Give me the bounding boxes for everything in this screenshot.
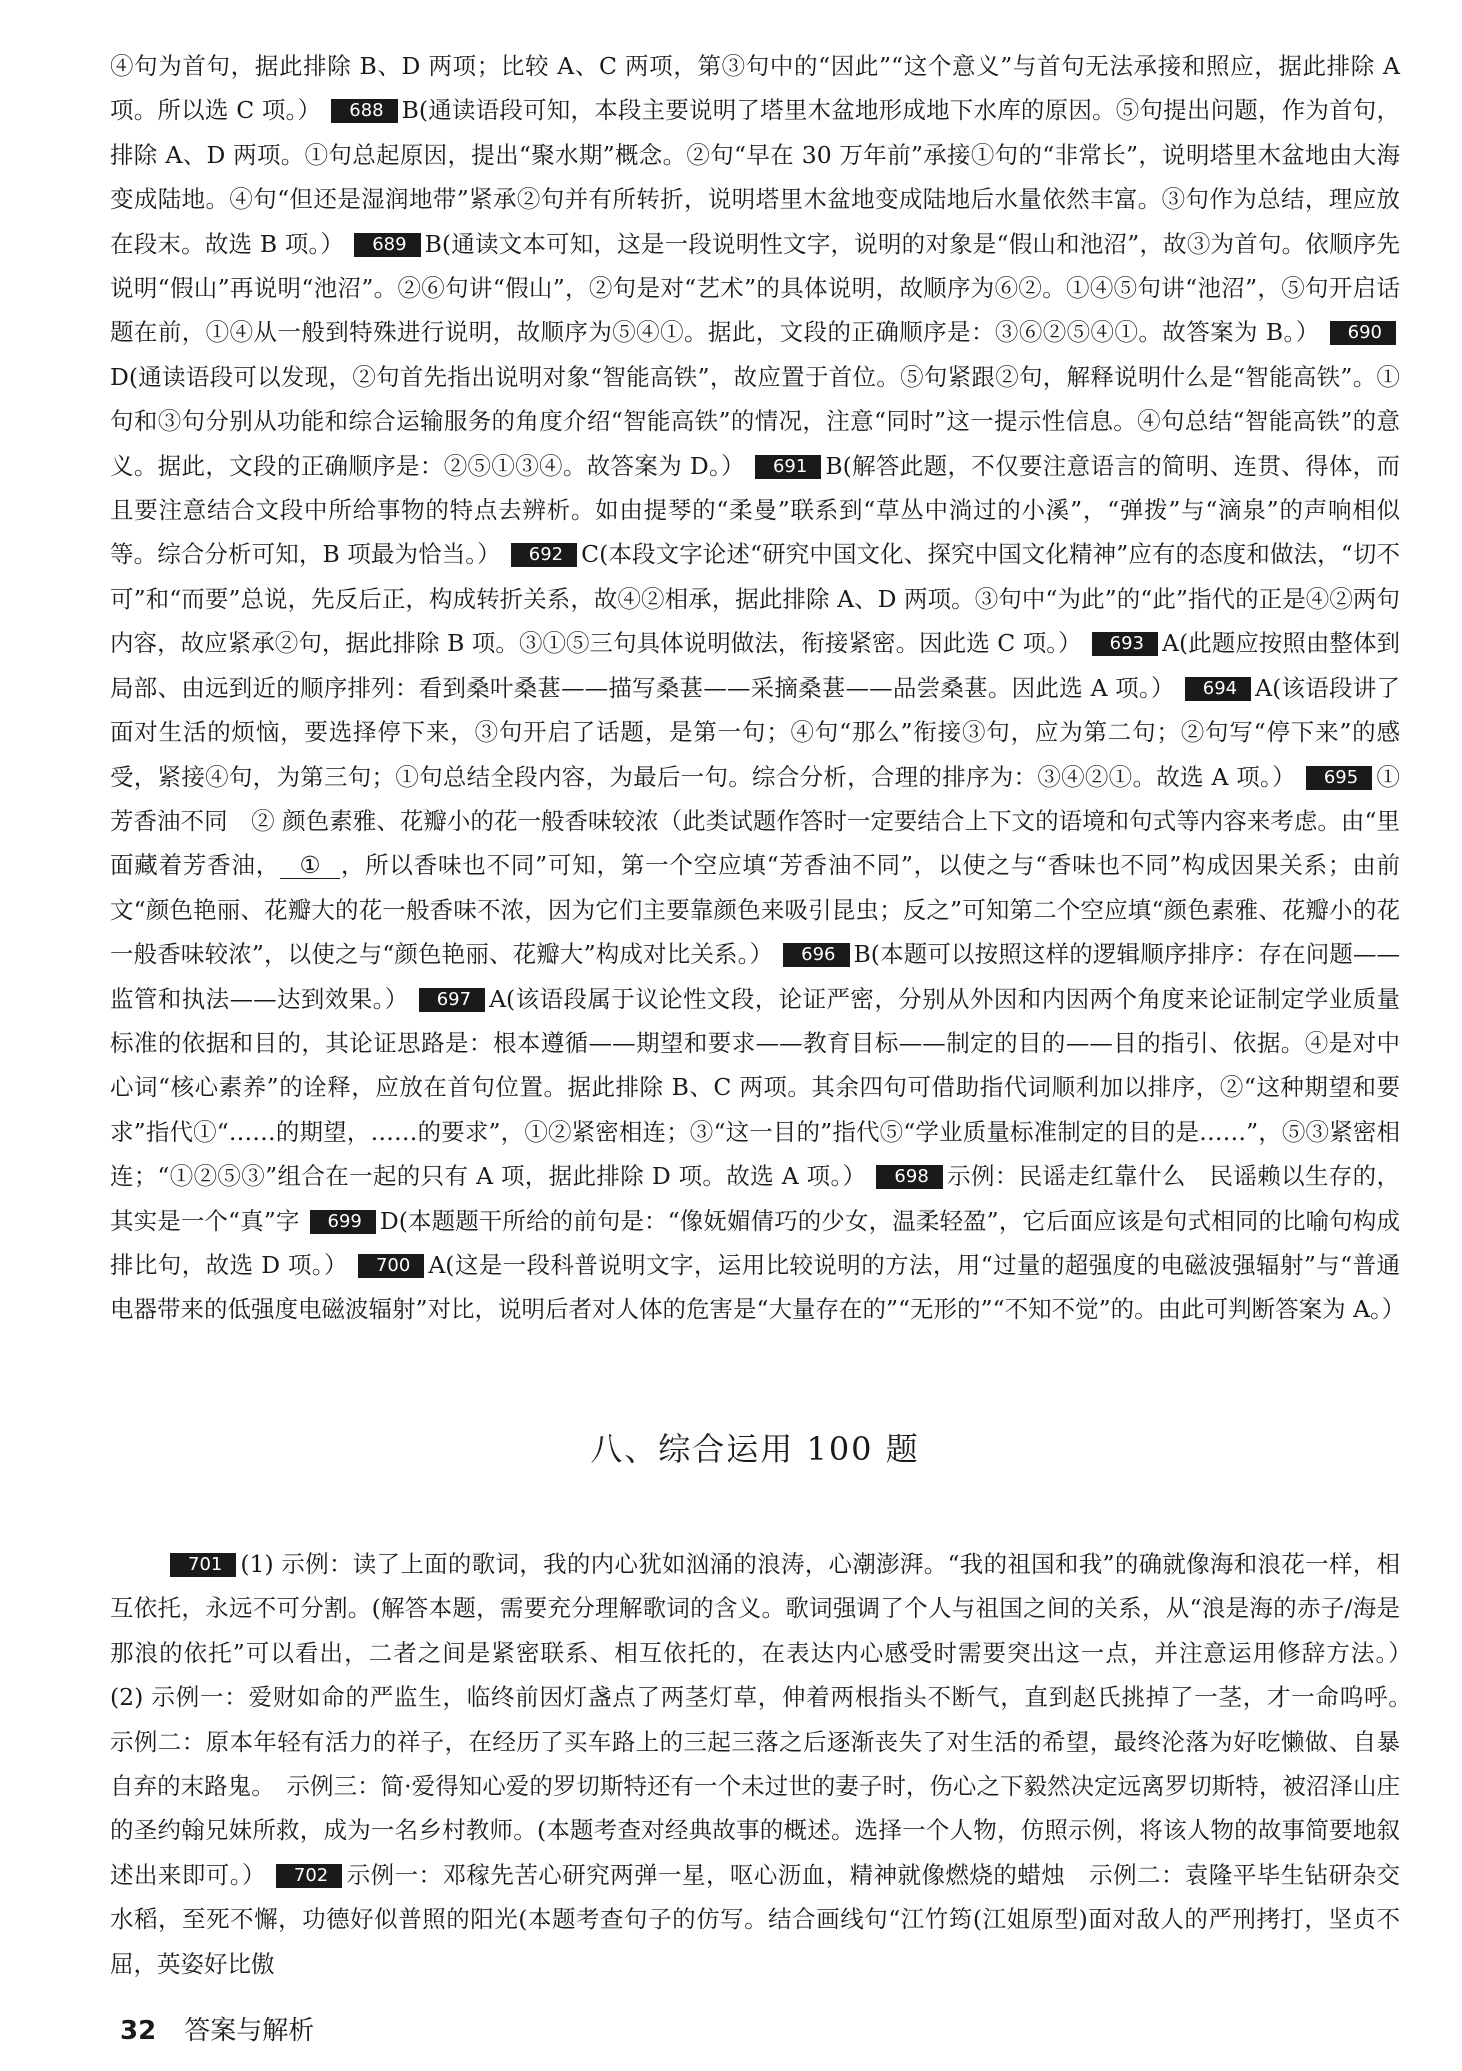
question-number-badge: 700 xyxy=(358,1254,424,1278)
page-number: 32 xyxy=(120,2016,157,2046)
answer-text: B(本题可以按照这样的逻辑顺序排序：存在问题——监管和执法——达到效果。） xyxy=(110,940,1401,1013)
answer-text: ④句为首句，据此排除 B、D 两项；比较 A、C 两项，第③句中的“因此”“这个意义”与首句无法承接和照应，据此排除 A 项。所以选 C 项。） xyxy=(110,52,1400,125)
question-number-badge: 688 xyxy=(331,99,397,123)
answer-text: ① 芳香油不同 ② 颜色素雅、花瓣小的花一般香味较浓（此类试题作答时一定要结合上下文的语境和句式等内容来考虑。由“里面藏着芳香油， xyxy=(110,762,1400,880)
fill-blank: ① xyxy=(280,852,340,879)
question-number-badge: 689 xyxy=(354,233,420,257)
answer-text: (1) 示例：读了上面的歌词，我的内心犹如汹涌的浪涛，心潮澎湃。“我的祖国和我”的确就像海和浪花一样，相互依托，永远不可分割。(解答本题，需要充分理解歌词的含义。歌词强调了个人与祖国之间的关系，从“浪是海的赤子/海是那浪的依托”可以看出，二者之间是紧密联系、相互依托的，在表达内心感受时需要突出这一点，并注意运用修辞方法。） (2) 示例一：爱财如命的严监生，临终前因灯盏点了两茎灯草，伸着两根指头不断气，直到赵氏挑掉了一茎，才一命呜呼。 示例二：原本年轻有活力的祥子，在经历了买车路上的三起三落之后逐渐丧失了对生活的希望，最终沦落为好吃懒做、自暴自弃的末路鬼。 示例三：简·爱得知心爱的罗切斯特还有一个未过世的妻子时，伤心之下毅然决定远离罗切斯特，被沼泽山庄的圣约翰兄妹所救，成为一名乡村教师。(本题考查对经典故事的概述。选择一个人物，仿照示例，将该人物的故事简要地叙述出来即可。） xyxy=(110,1550,1424,1889)
footer-label: 答案与解析 xyxy=(184,2016,315,2046)
question-number-badge: 701 xyxy=(170,1553,236,1577)
question-number-badge: 691 xyxy=(755,455,821,479)
page-footer xyxy=(120,2010,314,2047)
question-number-badge: 690 xyxy=(1330,321,1396,345)
answer-text: A(该语段讲了面对生活的烦恼，要选择停下来，③句开启了话题，是第一句；④句“那么”衔接③句，应为第二句；②句写“停下来”的感受，紧接④句，为第三句；①句总结全段内容，为最后一句。综合分析，合理的排序为：③④②①。故选 A 项。） xyxy=(110,673,1400,791)
question-number-badge: 693 xyxy=(1092,632,1158,656)
question-number-badge: 694 xyxy=(1185,677,1251,701)
question-number-badge: 698 xyxy=(876,1165,942,1189)
answer-text: A(这是一段科普说明文字，运用比较说明的方法，用“过量的超强度的电磁波强辐射”与“普通电器带来的低强度电磁波辐射”对比，说明后者对人体的危害是“大量存在的”“无形的”“不知不觉”的。由此可判断答案为 A。） xyxy=(110,1250,1406,1324)
answers-section-7 xyxy=(110,44,1406,1332)
question-number-badge: 702 xyxy=(276,1864,342,1888)
answer-text: B(通读语段可知，本段主要说明了塔里木盆地形成地下水库的原因。⑤句提出问题，作为首句，排除 A、D 两项。①句总起原因，提出“聚水期”概念。②句“早在 30 万年前”承接①句的“非常长”，说明塔里木盆地由大海变成陆地。④句“但还是湿润地带”紧承②句并有所转折，说明塔里木盆地变成陆地后水量依然丰富。③句作为总结，理应放在段末。故选 B 项。） xyxy=(110,96,1401,258)
answer-text: A(此题应按照由整体到局部、由远到近的顺序排列：看到桑叶桑葚——描写桑葚——采摘桑葚——品尝桑葚。因此选 A 项。） xyxy=(110,629,1400,702)
answer-text: ，所以香味也不同”可知，第一个空应填“芳香油不同”，以使之与“香味也不同”构成因果关系；由前文“颜色艳丽、花瓣大的花一般香味不浓，因为它们主要靠颜色来吸引昆虫；反之”可知第二个空应填“颜色素雅、花瓣小的花一般香味较浓”，以使之与“颜色艳丽、花瓣大”构成对比关系。） xyxy=(110,851,1401,969)
section-heading: 八、综合运用 100 题 xyxy=(590,1430,920,1468)
answer-text: D(本题题干所给的前句是：“像妩媚倩巧的少女，温柔轻盈”，它后面应该是句式相同的比喻句构成排比句，故选 D 项。） xyxy=(110,1206,1400,1279)
page-content xyxy=(110,44,1424,1978)
question-number-badge: 699 xyxy=(310,1210,376,1234)
answer-text: A(该语段属于议论性文段，论证严密，分别从外因和内因两个角度来论证制定学业质量标准的依据和目的，其论证思路是：根本遵循——期望和要求——教育目标——制定的目的——目的指引、依据。④是对中心词“核心素养”的诠释，应放在首句位置。据此排除 B、C 两项。其余四句可借助指代词顺利加以排序，②“这种期望和要求”指代①“……的期望，……的要求”，①②紧密相连；③“这一目的”指代⑤“学业质量标准制定的目的是……”，⑤③紧密相连；“①②⑤③”组合在一起的只有 A 项，据此排除 D 项。故选 A 项。） xyxy=(110,984,1401,1191)
answer-text: B(通读文本可知，这是一段说明性文字，说明的对象是“假山和池沼”，故③为首句。依顺序先说明“假山”再说明“池沼”。②⑥句讲“假山”，②句是对“艺术”的具体说明，故顺序为⑥②。①④⑤句讲“池沼”，⑤句开启话题在前，①④从一般到特殊进行说明，故顺序为⑤④①。据此，文段的正确顺序是：③⑥②⑤④①。故答案为 B。） xyxy=(110,229,1400,347)
answer-text: D(通读语段可以发现，②句首先指出说明对象“智能高铁”，故应置于首位。⑤句紧跟②句，解释说明什么是“智能高铁”。①句和③句分别从功能和综合运输服务的角度介绍“智能高铁”的情况，注意“同时”这一提示性信息。④句总结“智能高铁”的意义。据此，文段的正确顺序是：②⑤①③④。故答案为 D。） xyxy=(110,362,1400,480)
answer-text: B(解答此题，不仅要注意语言的简明、连贯、得体，而且要注意结合文段中所给事物的特点去辨析。如由提琴的“柔曼”联系到“草丛中淌过的小溪”，“弹拨”与“滴泉”的声响相似等。综合分析可知，B 项最为恰当。） xyxy=(110,451,1401,569)
question-number-badge: 697 xyxy=(419,988,485,1012)
answers-section-8 xyxy=(110,1542,1424,1986)
question-number-badge: 692 xyxy=(511,543,577,567)
answer-text: 示例：民谣走红靠什么 民谣赖以生存的，其实是一个“真”字 xyxy=(110,1162,1401,1235)
question-number-badge: 696 xyxy=(783,943,849,967)
answer-text: 示例一：邓稼先苦心研究两弹一星，呕心沥血，精神就像燃烧的蜡烛 示例二：袁隆平毕生钻研杂交水稻，至死不懈，功德好似普照的阳光(本题考查句子的仿写。结合画线句“江竹筠(江姐原型)面对敌人的严刑拷打，坚贞不屈，英姿好比傲 xyxy=(110,1860,1401,1978)
answer-text: C(本段文字论述“研究中国文化、探究中国文化精神”应有的态度和做法，“切不可”和“而要”总说，先反后正，构成转折关系，故④②相承，据此排除 A、D 两项。③句中“为此”的“此”指代的正是④②两句内容，故应紧承②句，据此排除 B 项。③①⑤三句具体说明做法，衔接紧密。因此选 C 项。） xyxy=(110,540,1400,658)
question-number-badge: 695 xyxy=(1306,766,1372,790)
